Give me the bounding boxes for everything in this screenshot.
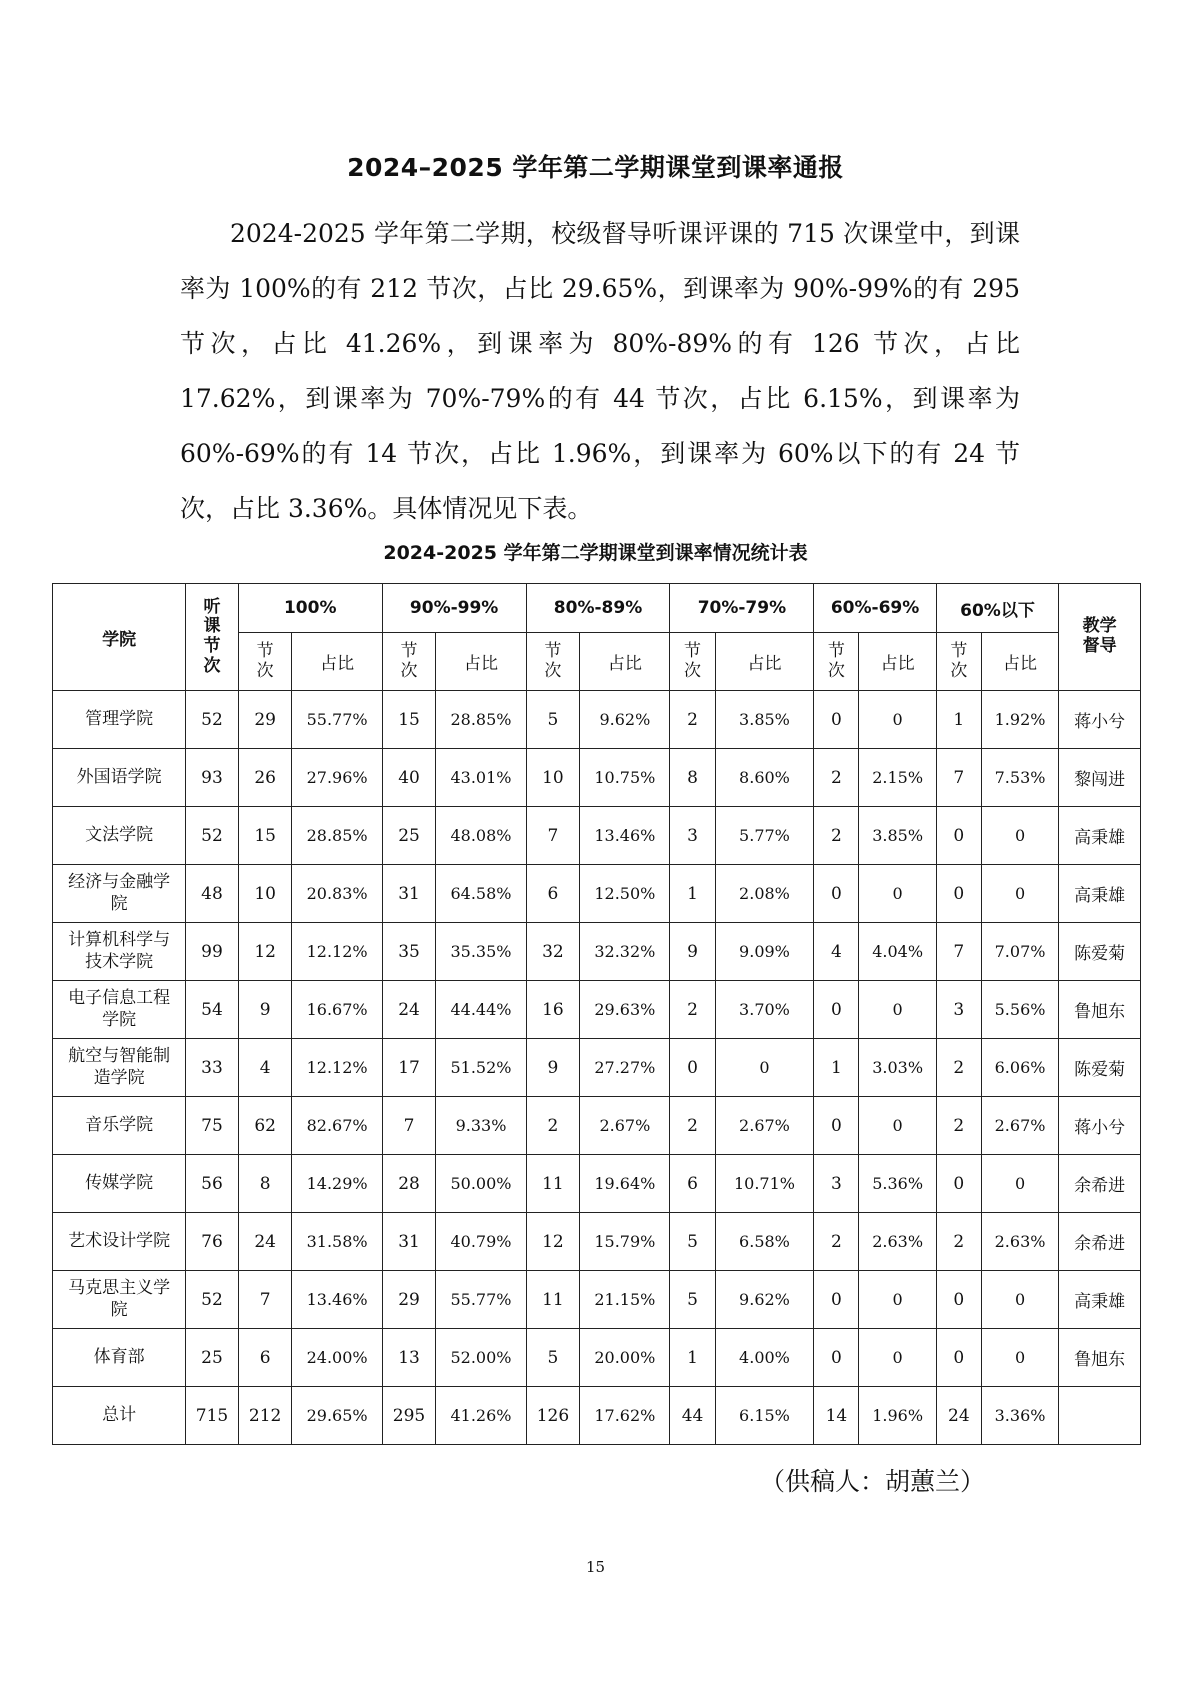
ratio-cell: 3.70% <box>715 981 814 1039</box>
count-cell: 24 <box>936 1387 981 1445</box>
ratio-cell: 2.63% <box>981 1213 1058 1271</box>
supervisor-cell: 陈爱菊 <box>1059 1039 1141 1097</box>
count-cell: 6 <box>238 1329 292 1387</box>
count-cell: 0 <box>936 1155 981 1213</box>
count-cell: 4 <box>814 923 859 981</box>
count-cell: 9 <box>526 1039 580 1097</box>
supplier-credit: （供稿人：胡蕙兰） <box>760 1467 986 1496</box>
ratio-cell: 0 <box>859 1329 936 1387</box>
sessions-cell: 56 <box>186 1155 239 1213</box>
sessions-cell: 48 <box>186 865 239 923</box>
ratio-cell: 4.00% <box>715 1329 814 1387</box>
college-name-cell: 马克思主义学院 <box>53 1271 186 1329</box>
sessions-cell: 52 <box>186 1271 239 1329</box>
count-cell: 3 <box>670 807 715 865</box>
count-cell: 2 <box>814 807 859 865</box>
table-row <box>53 865 1141 923</box>
ratio-cell: 0 <box>859 865 936 923</box>
ratio-cell: 2.15% <box>859 749 936 807</box>
ratio-cell: 44.44% <box>436 981 526 1039</box>
count-cell: 0 <box>936 1329 981 1387</box>
table-row <box>53 1387 1141 1445</box>
count-cell: 24 <box>382 981 436 1039</box>
supervisor-cell: 蒋小兮 <box>1059 1097 1141 1155</box>
count-cell: 0 <box>814 691 859 749</box>
sessions-cell: 99 <box>186 923 239 981</box>
ratio-cell: 0 <box>859 691 936 749</box>
college-name-cell: 体育部 <box>53 1329 186 1387</box>
table-row <box>53 923 1141 981</box>
ratio-cell: 2.67% <box>715 1097 814 1155</box>
count-cell: 0 <box>814 1271 859 1329</box>
ratio-cell: 0 <box>859 1271 936 1329</box>
college-name-cell: 电子信息工程学院 <box>53 981 186 1039</box>
count-cell: 6 <box>526 865 580 923</box>
ratio-cell: 48.08% <box>436 807 526 865</box>
ratio-cell: 13.46% <box>292 1271 382 1329</box>
count-cell: 26 <box>238 749 292 807</box>
ratio-cell: 55.77% <box>436 1271 526 1329</box>
ratio-cell: 0 <box>981 1329 1058 1387</box>
ratio-cell: 27.27% <box>580 1039 670 1097</box>
ratio-cell: 24.00% <box>292 1329 382 1387</box>
count-cell: 3 <box>936 981 981 1039</box>
table-row <box>53 691 1141 749</box>
college-name-cell: 艺术设计学院 <box>53 1213 186 1271</box>
count-cell: 2 <box>936 1213 981 1271</box>
count-cell: 2 <box>814 749 859 807</box>
ratio-cell: 9.62% <box>715 1271 814 1329</box>
count-cell: 15 <box>382 691 436 749</box>
table-body <box>53 691 1141 1445</box>
supervisor-cell: 高秉雄 <box>1059 1271 1141 1329</box>
ratio-cell: 52.00% <box>436 1329 526 1387</box>
supervisor-cell: 余希进 <box>1059 1155 1141 1213</box>
ratio-cell: 3.03% <box>859 1039 936 1097</box>
supervisor-cell: 鲁旭东 <box>1059 1329 1141 1387</box>
header-count: 节次 <box>238 633 292 691</box>
table-row <box>53 981 1141 1039</box>
ratio-cell: 28.85% <box>292 807 382 865</box>
header-count: 节次 <box>526 633 580 691</box>
ratio-cell: 9.62% <box>580 691 670 749</box>
count-cell: 7 <box>936 923 981 981</box>
college-name-cell: 文法学院 <box>53 807 186 865</box>
count-cell: 5 <box>670 1213 715 1271</box>
ratio-cell: 40.79% <box>436 1213 526 1271</box>
count-cell: 0 <box>936 865 981 923</box>
table-row <box>53 1213 1141 1271</box>
count-cell: 1 <box>670 865 715 923</box>
ratio-cell: 0 <box>859 981 936 1039</box>
table-row <box>53 1097 1141 1155</box>
ratio-cell: 41.26% <box>436 1387 526 1445</box>
count-cell: 126 <box>526 1387 580 1445</box>
table-row <box>53 807 1141 865</box>
ratio-cell: 7.07% <box>981 923 1058 981</box>
header-count: 节次 <box>814 633 859 691</box>
ratio-cell: 50.00% <box>436 1155 526 1213</box>
count-cell: 9 <box>670 923 715 981</box>
count-cell: 295 <box>382 1387 436 1445</box>
ratio-cell: 64.58% <box>436 865 526 923</box>
count-cell: 7 <box>936 749 981 807</box>
ratio-cell: 0 <box>981 1155 1058 1213</box>
supervisor-cell <box>1059 1387 1141 1445</box>
count-cell: 29 <box>382 1271 436 1329</box>
header-sessions: 听课节次 <box>186 584 239 691</box>
ratio-cell: 32.32% <box>580 923 670 981</box>
ratio-cell: 43.01% <box>436 749 526 807</box>
header-ratio: 占比 <box>436 633 526 691</box>
header-ratio: 占比 <box>859 633 936 691</box>
sessions-cell: 52 <box>186 691 239 749</box>
count-cell: 0 <box>936 1271 981 1329</box>
college-name-cell: 外国语学院 <box>53 749 186 807</box>
table-row <box>53 1271 1141 1329</box>
count-cell: 13 <box>382 1329 436 1387</box>
ratio-cell: 31.58% <box>292 1213 382 1271</box>
page-title: 2024–2025 学年第二学期课堂到课率通报 <box>347 153 844 182</box>
ratio-cell: 10.75% <box>580 749 670 807</box>
count-cell: 2 <box>526 1097 580 1155</box>
summary-text: 2024-2025 学年第二学期，校级督导听课评课的 715 次课堂中，到课率为 100%的有 212 节次，占比 29.65%，到课率为 90%-99%的有 295 节次，占比 41.26%，到课率为 80%-89%的有 126 节次，占比 17.62%，到课率为 70%-79%的有 44 节次，占比 6.15%，到课率为 60%-69%的有 14 节次，占比 1.96%，到课率为 60%以下的有 24 节次，占比 3.36%。具体情况见下表。 <box>180 219 1020 523</box>
ratio-cell: 9.09% <box>715 923 814 981</box>
sessions-cell: 93 <box>186 749 239 807</box>
college-name-cell: 传媒学院 <box>53 1155 186 1213</box>
ratio-cell: 0 <box>715 1039 814 1097</box>
count-cell: 0 <box>814 865 859 923</box>
table-row <box>53 1329 1141 1387</box>
ratio-cell: 12.50% <box>580 865 670 923</box>
header-group: 100% <box>238 584 382 633</box>
ratio-cell: 51.52% <box>436 1039 526 1097</box>
ratio-cell: 55.77% <box>292 691 382 749</box>
count-cell: 44 <box>670 1387 715 1445</box>
supervisor-cell: 黎闯进 <box>1059 749 1141 807</box>
college-name-cell: 计算机科学与技术学院 <box>53 923 186 981</box>
ratio-cell: 16.67% <box>292 981 382 1039</box>
ratio-cell: 4.04% <box>859 923 936 981</box>
count-cell: 1 <box>936 691 981 749</box>
ratio-cell: 1.92% <box>981 691 1058 749</box>
count-cell: 8 <box>670 749 715 807</box>
ratio-cell: 6.06% <box>981 1039 1058 1097</box>
header-supervisor: 教学督导 <box>1059 584 1141 691</box>
count-cell: 7 <box>526 807 580 865</box>
table-title: 2024-2025 学年第二学期课堂到课率情况统计表 <box>383 542 808 564</box>
count-cell: 7 <box>382 1097 436 1155</box>
ratio-cell: 17.62% <box>580 1387 670 1445</box>
count-cell: 1 <box>670 1329 715 1387</box>
count-cell: 32 <box>526 923 580 981</box>
count-cell: 28 <box>382 1155 436 1213</box>
count-cell: 9 <box>238 981 292 1039</box>
count-cell: 29 <box>238 691 292 749</box>
count-cell: 24 <box>238 1213 292 1271</box>
ratio-cell: 19.64% <box>580 1155 670 1213</box>
count-cell: 6 <box>670 1155 715 1213</box>
ratio-cell: 21.15% <box>580 1271 670 1329</box>
ratio-cell: 15.79% <box>580 1213 670 1271</box>
count-cell: 17 <box>382 1039 436 1097</box>
sessions-cell: 54 <box>186 981 239 1039</box>
supervisor-cell: 蒋小兮 <box>1059 691 1141 749</box>
ratio-cell: 3.85% <box>715 691 814 749</box>
header-ratio: 占比 <box>981 633 1058 691</box>
count-cell: 15 <box>238 807 292 865</box>
header-college: 学院 <box>53 584 186 691</box>
table-row <box>53 1155 1141 1213</box>
count-cell: 10 <box>526 749 580 807</box>
count-cell: 0 <box>814 1329 859 1387</box>
sessions-cell: 33 <box>186 1039 239 1097</box>
count-cell: 2 <box>936 1097 981 1155</box>
ratio-cell: 12.12% <box>292 923 382 981</box>
ratio-cell: 0 <box>981 865 1058 923</box>
college-name-cell: 管理学院 <box>53 691 186 749</box>
ratio-cell: 2.67% <box>580 1097 670 1155</box>
supervisor-cell: 高秉雄 <box>1059 865 1141 923</box>
ratio-cell: 3.36% <box>981 1387 1058 1445</box>
header-count: 节次 <box>936 633 981 691</box>
ratio-cell: 6.58% <box>715 1213 814 1271</box>
ratio-cell: 5.36% <box>859 1155 936 1213</box>
supervisor-cell: 鲁旭东 <box>1059 981 1141 1039</box>
count-cell: 212 <box>238 1387 292 1445</box>
header-group: 60%以下 <box>936 584 1058 633</box>
ratio-cell: 2.63% <box>859 1213 936 1271</box>
count-cell: 0 <box>814 981 859 1039</box>
ratio-cell: 27.96% <box>292 749 382 807</box>
table-row <box>53 1039 1141 1097</box>
header-group: 60%-69% <box>814 584 936 633</box>
header-group: 80%-89% <box>526 584 670 633</box>
sessions-cell: 52 <box>186 807 239 865</box>
ratio-cell: 5.56% <box>981 981 1058 1039</box>
ratio-cell: 12.12% <box>292 1039 382 1097</box>
count-cell: 11 <box>526 1271 580 1329</box>
college-name-cell: 总计 <box>53 1387 186 1445</box>
supervisor-cell: 高秉雄 <box>1059 807 1141 865</box>
header-ratio: 占比 <box>292 633 382 691</box>
count-cell: 2 <box>936 1039 981 1097</box>
count-cell: 14 <box>814 1387 859 1445</box>
count-cell: 10 <box>238 865 292 923</box>
supervisor-cell: 陈爱菊 <box>1059 923 1141 981</box>
count-cell: 12 <box>526 1213 580 1271</box>
ratio-cell: 0 <box>859 1097 936 1155</box>
count-cell: 2 <box>670 981 715 1039</box>
header-count: 节次 <box>670 633 715 691</box>
count-cell: 4 <box>238 1039 292 1097</box>
ratio-cell: 0 <box>981 807 1058 865</box>
count-cell: 11 <box>526 1155 580 1213</box>
ratio-cell: 82.67% <box>292 1097 382 1155</box>
count-cell: 7 <box>238 1271 292 1329</box>
ratio-cell: 8.60% <box>715 749 814 807</box>
count-cell: 0 <box>670 1039 715 1097</box>
header-group: 70%-79% <box>670 584 814 633</box>
ratio-cell: 35.35% <box>436 923 526 981</box>
ratio-cell: 0 <box>981 1271 1058 1329</box>
ratio-cell: 13.46% <box>580 807 670 865</box>
page-number: 15 <box>585 1558 606 1576</box>
ratio-cell: 20.00% <box>580 1329 670 1387</box>
count-cell: 2 <box>670 1097 715 1155</box>
ratio-cell: 9.33% <box>436 1097 526 1155</box>
count-cell: 5 <box>526 691 580 749</box>
ratio-cell: 2.67% <box>981 1097 1058 1155</box>
count-cell: 0 <box>936 807 981 865</box>
ratio-cell: 2.08% <box>715 865 814 923</box>
header-count: 节次 <box>382 633 436 691</box>
count-cell: 12 <box>238 923 292 981</box>
ratio-cell: 10.71% <box>715 1155 814 1213</box>
ratio-cell: 29.65% <box>292 1387 382 1445</box>
ratio-cell: 3.85% <box>859 807 936 865</box>
header-ratio: 占比 <box>715 633 814 691</box>
ratio-cell: 5.77% <box>715 807 814 865</box>
count-cell: 35 <box>382 923 436 981</box>
count-cell: 5 <box>526 1329 580 1387</box>
ratio-cell: 20.83% <box>292 865 382 923</box>
count-cell: 31 <box>382 1213 436 1271</box>
count-cell: 1 <box>814 1039 859 1097</box>
count-cell: 16 <box>526 981 580 1039</box>
college-name-cell: 航空与智能制造学院 <box>53 1039 186 1097</box>
summary-paragraph <box>180 206 1020 536</box>
ratio-cell: 7.53% <box>981 749 1058 807</box>
count-cell: 5 <box>670 1271 715 1329</box>
count-cell: 3 <box>814 1155 859 1213</box>
sessions-cell: 25 <box>186 1329 239 1387</box>
supervisor-cell: 余希进 <box>1059 1213 1141 1271</box>
count-cell: 40 <box>382 749 436 807</box>
count-cell: 25 <box>382 807 436 865</box>
ratio-cell: 29.63% <box>580 981 670 1039</box>
count-cell: 2 <box>814 1213 859 1271</box>
count-cell: 31 <box>382 865 436 923</box>
sessions-cell: 76 <box>186 1213 239 1271</box>
sessions-cell: 75 <box>186 1097 239 1155</box>
count-cell: 62 <box>238 1097 292 1155</box>
attendance-table <box>52 583 1141 1445</box>
count-cell: 0 <box>814 1097 859 1155</box>
college-name-cell: 经济与金融学院 <box>53 865 186 923</box>
college-name-cell: 音乐学院 <box>53 1097 186 1155</box>
ratio-cell: 1.96% <box>859 1387 936 1445</box>
count-cell: 2 <box>670 691 715 749</box>
ratio-cell: 14.29% <box>292 1155 382 1213</box>
ratio-cell: 28.85% <box>436 691 526 749</box>
header-group: 90%-99% <box>382 584 526 633</box>
table-row <box>53 749 1141 807</box>
header-ratio: 占比 <box>580 633 670 691</box>
sessions-cell: 715 <box>186 1387 239 1445</box>
count-cell: 8 <box>238 1155 292 1213</box>
ratio-cell: 6.15% <box>715 1387 814 1445</box>
